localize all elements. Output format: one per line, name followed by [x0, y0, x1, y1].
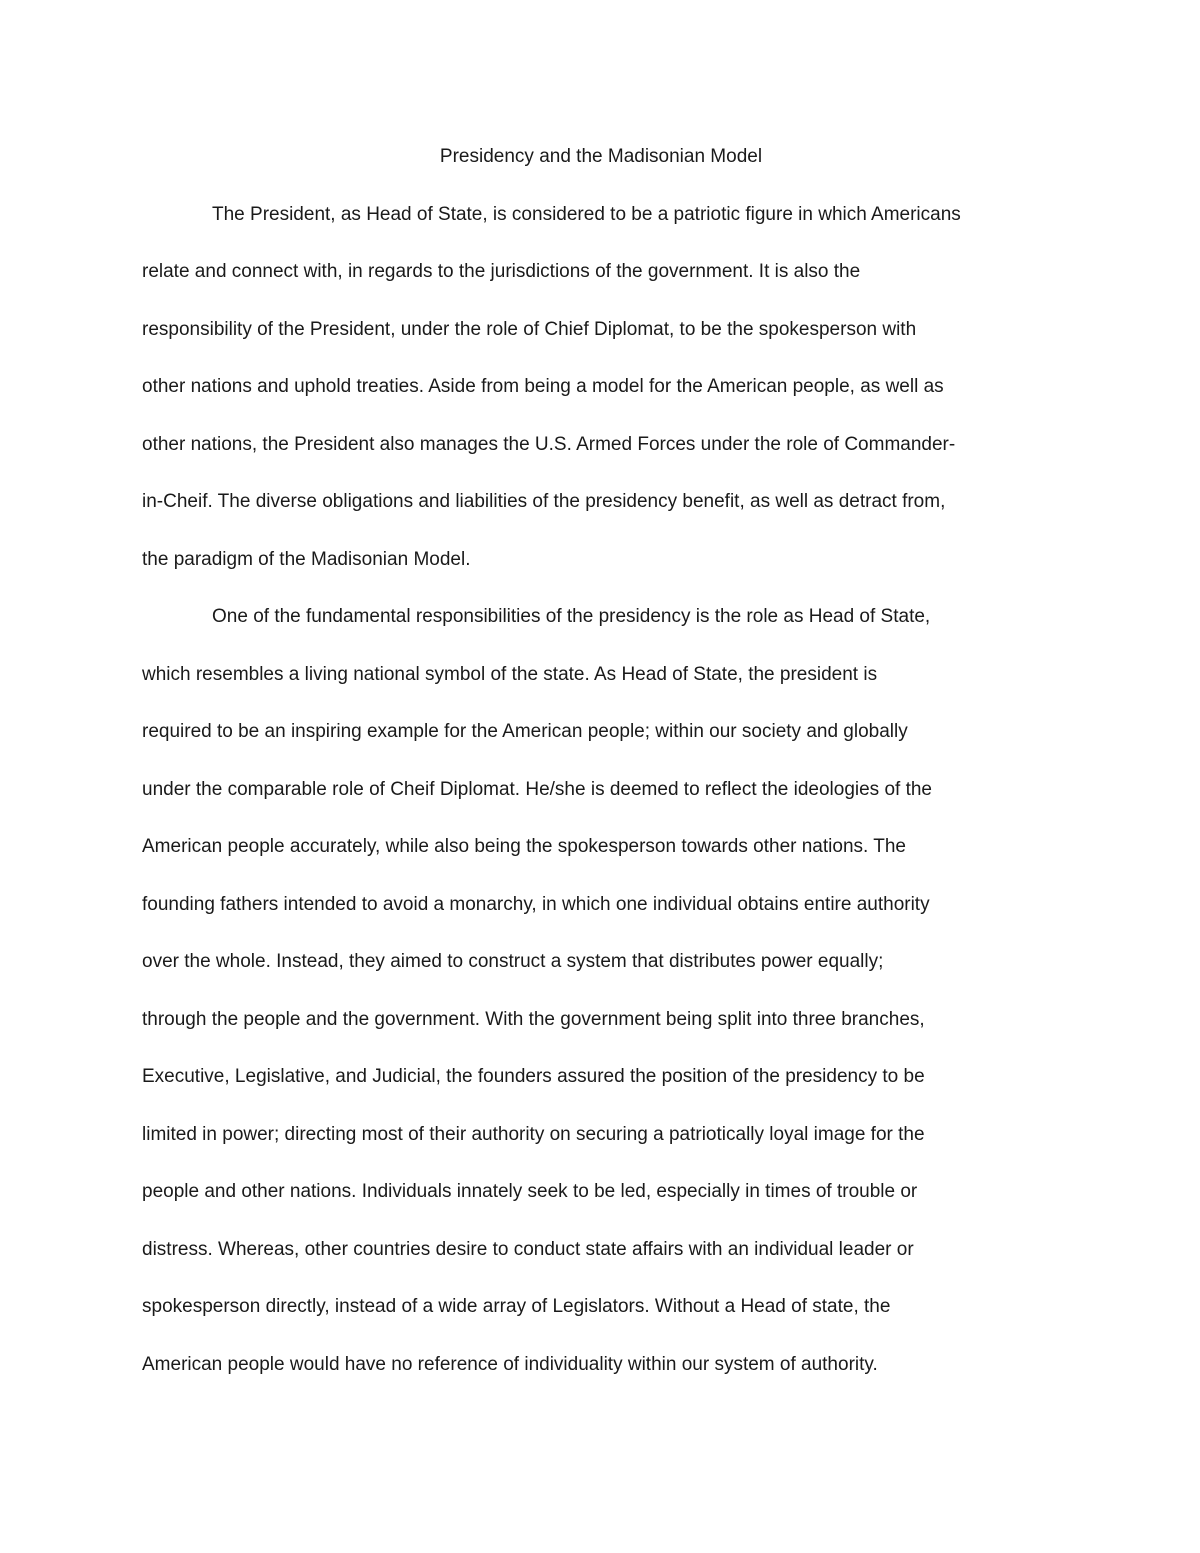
paragraph-2: [142, 588, 1060, 1393]
document-body: [142, 128, 1060, 1393]
paragraph-line: responsibility of the President, under the role of Chief Diplomat, to be the spokesperson with: [142, 318, 917, 340]
paragraph-line: Executive, Legislative, and Judicial, the founders assured the position of the presidency to be: [142, 1066, 925, 1087]
paragraph-line: spokesperson directly, instead of a wide array of Legislators. Without a Head of state, the: [142, 1296, 891, 1317]
paragraph-line: other nations, the President also manages the U.S. Armed Forces under the role of Commander-: [142, 433, 956, 455]
paragraph-line: One of the fundamental responsibilities of the presidency is the role as Head of State,: [212, 606, 931, 627]
paragraph-line: in-Cheif. The diverse obligations and liabilities of the presidency benefit, as well as detract from,: [142, 491, 946, 512]
paragraph-line: required to be an inspiring example for the American people; within our society and globally: [142, 721, 908, 742]
paragraph-line: distress. Whereas, other countries desire to conduct state affairs with an individual leader or: [142, 1238, 914, 1260]
paragraph-line: relate and connect with, in regards to the jurisdictions of the government. It is also the: [142, 261, 861, 282]
paragraph-1: [142, 186, 1060, 589]
paragraph-line: the paradigm of the Madisonian Model.: [142, 548, 471, 570]
paragraph-line: over the whole. Instead, they aimed to construct a system that distributes power equally;: [142, 951, 884, 972]
paragraph-line: founding fathers intended to avoid a monarchy, in which one individual obtains entire authority: [142, 893, 930, 915]
paragraph-line: other nations and uphold treaties. Aside from being a model for the American people, as well as: [142, 376, 944, 397]
paragraph-line: through the people and the government. With the government being split into three branches,: [142, 1008, 925, 1030]
document-title: Presidency and the Madisonian Model: [439, 146, 763, 167]
paragraph-line: under the comparable role of Cheif Diplomat. He/she is deemed to reflect the ideologies of the: [142, 778, 933, 800]
paragraph-line: The President, as Head of State, is considered to be a patriotic figure in which Americans: [212, 203, 961, 225]
paragraph-line: American people would have no reference of individuality within our system of authority.: [142, 1353, 878, 1375]
paragraph-line: American people accurately, while also being the spokesperson towards other nations. The: [142, 836, 906, 857]
paragraph-line: limited in power; directing most of their authority on securing a patriotically loyal image for the: [142, 1123, 925, 1145]
paragraph-line: people and other nations. Individuals innately seek to be led, especially in times of trouble or: [142, 1181, 918, 1202]
paragraph-line: which resembles a living national symbol of the state. As Head of State, the president is: [142, 663, 878, 685]
